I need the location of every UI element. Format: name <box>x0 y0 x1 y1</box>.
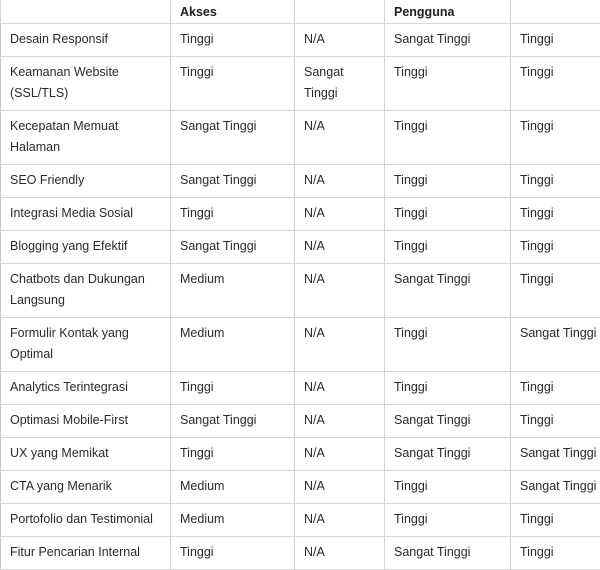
rating-cell: Sangat Tinggi <box>171 165 295 198</box>
rating-cell: Tinggi <box>171 372 295 405</box>
rating-cell: Tinggi <box>385 111 511 165</box>
feature-name-cell: Blogging yang Efektif <box>1 231 171 264</box>
rating-cell: Sangat Tinggi <box>385 438 511 471</box>
table-header-row <box>1 0 600 24</box>
rating-cell: N/A <box>295 264 385 318</box>
rating-cell: N/A <box>295 471 385 504</box>
rating-cell: Sangat Tinggi <box>385 537 511 570</box>
table-row <box>1 165 600 198</box>
feature-name-cell: Integrasi Media Sosial <box>1 198 171 231</box>
rating-cell: Tinggi <box>171 57 295 111</box>
rating-cell: Medium <box>171 264 295 318</box>
rating-cell: Tinggi <box>511 372 600 405</box>
rating-cell: N/A <box>295 504 385 537</box>
rating-cell: Tinggi <box>511 231 600 264</box>
table-row <box>1 471 600 504</box>
rating-cell: N/A <box>295 111 385 165</box>
rating-cell: Sangat Tinggi <box>511 438 600 471</box>
rating-cell: Sangat Tinggi <box>385 405 511 438</box>
rating-cell: N/A <box>295 165 385 198</box>
table-row <box>1 504 600 537</box>
rating-cell: N/A <box>295 405 385 438</box>
rating-cell: Sangat Tinggi <box>171 111 295 165</box>
rating-cell: N/A <box>295 537 385 570</box>
table-row <box>1 57 600 111</box>
rating-cell: N/A <box>295 24 385 57</box>
rating-cell: Tinggi <box>511 405 600 438</box>
rating-cell: N/A <box>295 198 385 231</box>
table-row <box>1 231 600 264</box>
rating-cell: N/A <box>295 372 385 405</box>
table-row <box>1 264 600 318</box>
table-row <box>1 372 600 405</box>
feature-name-cell: Desain Responsif <box>1 24 171 57</box>
rating-cell: Medium <box>171 471 295 504</box>
rating-cell: Sangat Tinggi <box>171 405 295 438</box>
rating-cell: Sangat Tinggi <box>385 264 511 318</box>
header-cell: Pengguna <box>385 0 511 24</box>
header-cell <box>511 0 600 24</box>
rating-cell: Sangat Tinggi <box>171 231 295 264</box>
rating-cell: Tinggi <box>171 438 295 471</box>
feature-name-cell: Portofolio dan Testimonial <box>1 504 171 537</box>
feature-name-cell: Analytics Terintegrasi <box>1 372 171 405</box>
rating-cell: Tinggi <box>511 264 600 318</box>
table-row <box>1 24 600 57</box>
header-cell: Akses <box>171 0 295 24</box>
rating-cell: Tinggi <box>385 231 511 264</box>
feature-name-cell: UX yang Memikat <box>1 438 171 471</box>
rating-cell: Tinggi <box>171 198 295 231</box>
rating-cell: Tinggi <box>385 57 511 111</box>
table-row <box>1 198 600 231</box>
rating-cell: Tinggi <box>385 165 511 198</box>
rating-cell: Sangat Tinggi <box>385 24 511 57</box>
rating-cell: Tinggi <box>511 504 600 537</box>
table-row <box>1 405 600 438</box>
header-cell <box>295 0 385 24</box>
rating-cell: Sangat Tinggi <box>511 318 600 372</box>
rating-cell: Tinggi <box>511 24 600 57</box>
rating-cell: N/A <box>295 231 385 264</box>
table-row <box>1 537 600 570</box>
rating-cell: Tinggi <box>511 111 600 165</box>
feature-name-cell: Chatbots dan Dukungan Langsung <box>1 264 171 318</box>
feature-name-cell: Keamanan Website (SSL/TLS) <box>1 57 171 111</box>
table-row <box>1 318 600 372</box>
feature-name-cell: Formulir Kontak yang Optimal <box>1 318 171 372</box>
feature-name-cell: CTA yang Menarik <box>1 471 171 504</box>
rating-cell: Tinggi <box>385 198 511 231</box>
rating-cell: Tinggi <box>385 471 511 504</box>
rating-cell: Sangat Tinggi <box>295 57 385 111</box>
rating-cell: Tinggi <box>511 165 600 198</box>
header-cell <box>1 0 171 24</box>
rating-cell: Tinggi <box>385 318 511 372</box>
table-row <box>1 111 600 165</box>
rating-cell: Medium <box>171 318 295 372</box>
rating-cell: Tinggi <box>511 198 600 231</box>
rating-cell: Tinggi <box>385 372 511 405</box>
feature-name-cell: Kecepatan Memuat Halaman <box>1 111 171 165</box>
rating-cell: N/A <box>295 318 385 372</box>
rating-cell: Tinggi <box>171 537 295 570</box>
rating-cell: N/A <box>295 438 385 471</box>
feature-name-cell: SEO Friendly <box>1 165 171 198</box>
rating-cell: Medium <box>171 504 295 537</box>
table-row <box>1 438 600 471</box>
rating-cell: Tinggi <box>171 24 295 57</box>
rating-cell: Tinggi <box>385 504 511 537</box>
feature-name-cell: Fitur Pencarian Internal <box>1 537 171 570</box>
rating-cell: Sangat Tinggi <box>511 471 600 504</box>
rating-cell: Tinggi <box>511 57 600 111</box>
rating-cell: Tinggi <box>511 537 600 570</box>
feature-name-cell: Optimasi Mobile-First <box>1 405 171 438</box>
